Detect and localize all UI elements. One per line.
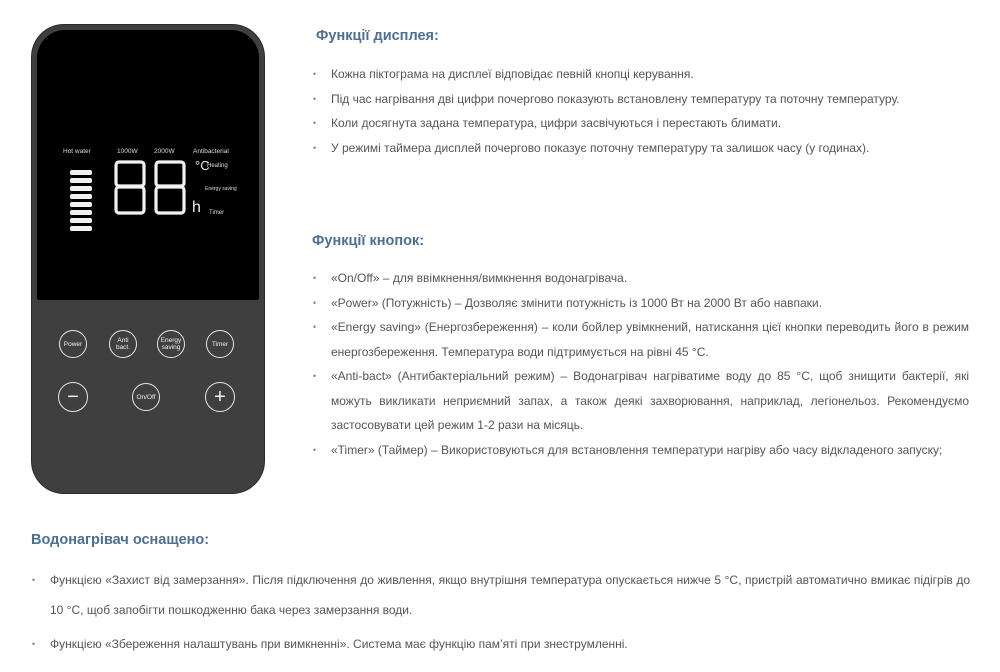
list-item: • «Timer» (Таймер) – Використовуються для встановлення температури нагріву або часу відкладеного запуску; [313,442,943,457]
list-item: • «Energy saving» (Енергозбереження) – коли бойлер увімкнений, натискання цієї кнопки переводить його в режим енергозбереження. Температура води підтримується на рівні 45 °C. [313,320,969,359]
display-functions-heading: Функції дисплея: [316,28,439,44]
label-2000w: 2000W [154,148,175,155]
on-off-button[interactable]: On/Off [132,383,160,411]
label-energy-saving: Energy saving [205,186,237,192]
timer-button[interactable]: Timer [206,330,234,358]
list-item: • Коли досягнута задана температура, цифри засвічуються і перестають блимати. [313,116,782,130]
label-hot-water: Hot water [63,148,91,155]
hours-unit: h [192,199,201,216]
lcd-display [37,30,259,300]
list-item: • «Anti-bact» (Антибактеріальний режим) – Водонагрівач нагріватиме воду до 85 °C, щоб знищити бактерії, які можуть викликати неприємний запах, а також деякі захворювання, наприклад, легіонельоз. Рекомендуємо застосовувати цей режим 1-2 рази на місяць. [313,369,969,432]
button-functions-heading: Функції кнопок: [312,233,425,249]
label-antibacterial: Antibacterial [193,148,229,155]
display-functions-list [307,62,969,160]
power-button[interactable]: Power [59,330,87,358]
minus-button[interactable]: − [58,382,88,412]
list-item: • Функцією «Захист від замерзання». Після підключення до живлення, якщо внутрішня температура опускається нижче 5 °C, пристрій автоматично вмикає підігрів до 10 °C, щоб запобігти пошкодженню бака через замерзання води. [32,573,970,617]
label-1000w: 1000W [117,148,138,155]
seven-segment-digits [112,158,192,218]
control-panel-illustration [32,25,264,493]
plus-button[interactable]: + [205,382,235,412]
equipped-heading: Водонагрівач оснащено: [31,532,210,548]
anti-bact-button[interactable]: Anti bact. [109,330,137,358]
list-item: • Функцією «Збереження налаштувань при вимкненні». Система має функцію пам’яті при знеструмленні. [32,637,628,651]
water-level-bars [70,170,92,234]
equipped-list [26,565,970,659]
label-heating: Heating [207,163,228,169]
label-timer: Timer [209,210,225,216]
list-item: • У режимі таймера дисплей почергово показує поточну температуру та залишок часу (у годинах). [313,140,870,155]
list-item: • Кожна піктограма на дисплеї відповідає певній кнопці керування. [313,67,694,81]
celsius-unit: °C [195,158,210,173]
list-item: • Під час нагрівання дві цифри почергово показують встановлену температуру та поточну температуру. [313,91,900,106]
list-item: • «On/Off» – для ввімкнення/вимкнення водонагрівача. [313,271,628,285]
energy-saving-button[interactable]: Energy saving [157,330,185,358]
button-functions-list [307,266,969,462]
list-item: • «Power» (Потужність) – Дозволяє змінити потужність із 1000 Вт на 2000 Вт або навпаки. [313,295,822,310]
